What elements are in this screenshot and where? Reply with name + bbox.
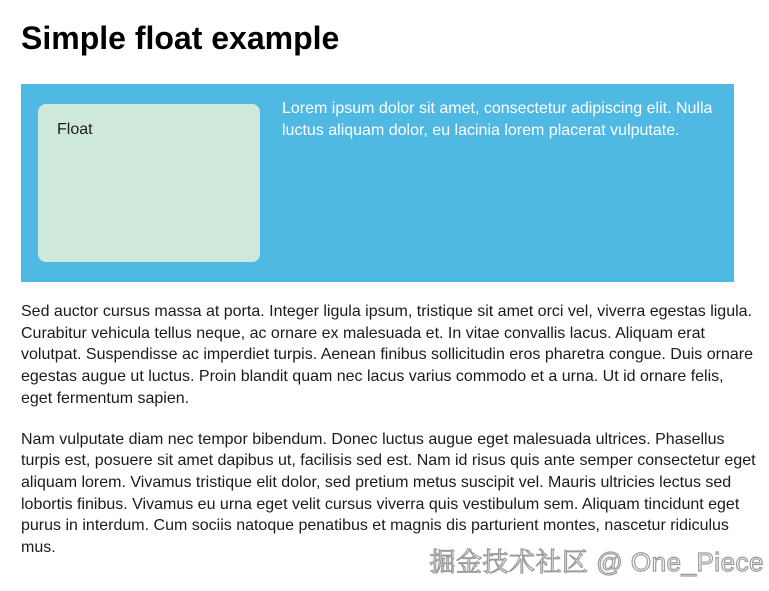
paragraph-first: Sed auctor cursus massa at porta. Integer ligula ipsum, tristique sit amet orci vel, viverra egestas ligula. Curabitur vehicula tellus neque, ac ornare ex malesuada et. In vitae convallis lacus. Aliquam erat volutpat. Suspendisse ac imperdiet turpis. Aenean finibus sollicitudin eros pharetra congue. Duis ornare egestas augue ut luctus. Proin blandit quam nec lacus varius commodo et a urna. Ut id ornare felis, eget fermentum sapien. — [21, 303, 753, 407]
float-box — [38, 104, 260, 262]
paragraph-second: Nam vulputate diam nec tempor bibendum. Donec luctus augue eget malesuada ultrices. Phasellus turpis est, posuere sit amet dapibus ut, facilisis sed est. Nam id risus quis ante semper consectetur eget aliquam lorem. Vivamus tristique elit dolor, sed pretium metus suscipit vel. Mauris ultricies lectus sed lobortis finibus. Vivamus eu urna eget velit cursus viverra quis vestibulum sem. Aliquam tincidunt eget purus in interdum. Cum sociis natoque penatibus et magnis dis parturient montes, nascetur ridiculus mus. — [21, 430, 756, 557]
panel-paragraph: Lorem ipsum dolor sit amet, consectetur adipiscing elit. Nulla luctus aliquam dolor, eu lacinia lorem placerat vulputate. — [282, 100, 713, 139]
watermark: 掘金技术社区 @ One_Piece — [429, 547, 764, 577]
page-title: Simple float example — [21, 20, 340, 56]
page-content — [0, 21, 769, 559]
float-example-panel — [21, 84, 734, 282]
float-box-label: Float — [57, 121, 93, 138]
